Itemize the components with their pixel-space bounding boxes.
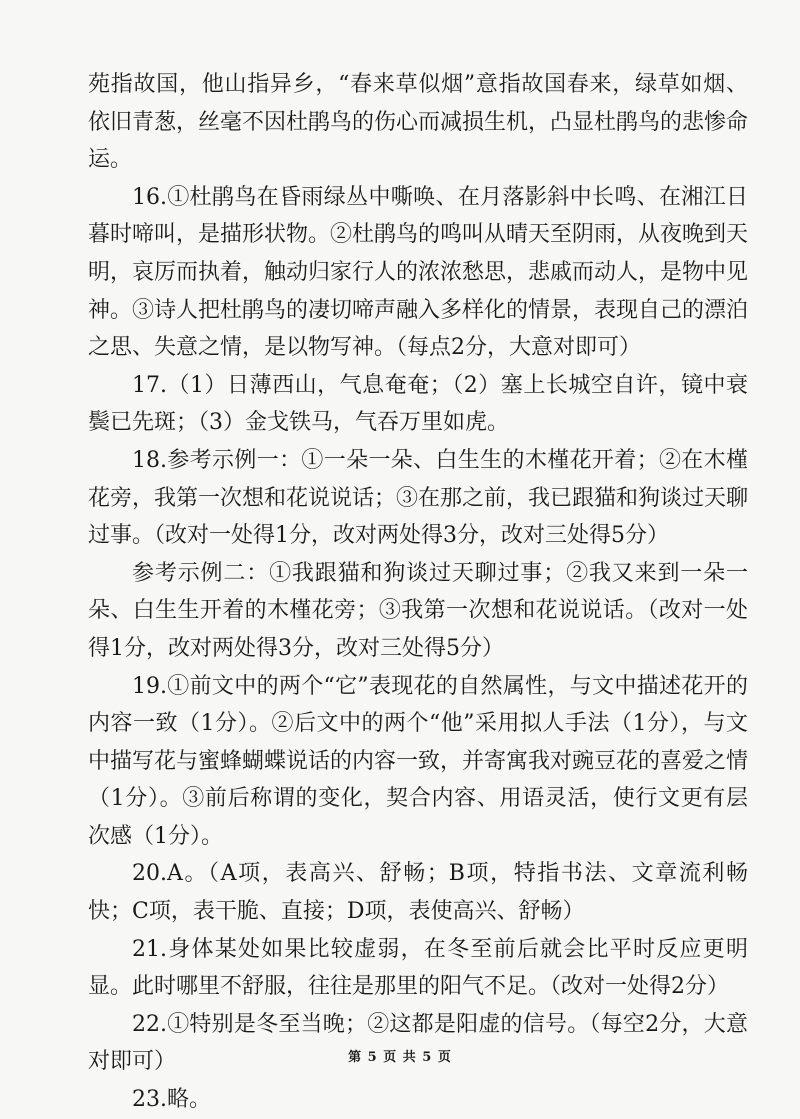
answer-17: 17.（1）日薄西山，气息奄奄；（2）塞上长城空自许，镜中衰鬓已先斑；（3）金戈铁马，气吞万里如虎。 [88, 372, 748, 436]
page-number-footer: 第 5 页 共 5 页 [348, 1050, 452, 1065]
answer-18-example-1: 18.参考示例一：①一朵一朵、白生生的木槿花开着；②在木槿花旁，我第一次想和花说说话；③在那之前，我已跟猫和狗谈过天聊过事。（改对一处得1分，改对两处得3分，改对三处得5分） [88, 447, 749, 549]
answer-21: 21.身体某处如果比较虚弱，在冬至前后就会比平时反应更明显。此时哪里不舒服，往往是那里的阳气不足。（改对一处得2分） [88, 936, 748, 1000]
answer-20: 20.A。（A项，表高兴、舒畅；B项，特指书法、文章流利畅快；C项，表干脆、直接；D项，表使高兴、舒畅） [88, 861, 748, 925]
answer-16: 16.①杜鹃鸟在昏雨绿丛中嘶唤、在月落影斜中长鸣、在湘江日暮时啼叫，是描形状物。②杜鹃鸟的鸣叫从晴天至阴雨，从夜晚到天明，哀厉而执着，触动归家行人的浓浓愁思，悲戚而动人，是物中见神。③诗人把杜鹃鸟的凄切啼声融入多样化的情景，表现自己的漂泊之思、失意之情，是以物写神。（每点2分，大意对即可） [88, 184, 749, 361]
answer-22: 22.①特别是冬至当晚；②这都是阳虚的信号。（每空2分，大意对即可） [88, 1011, 748, 1075]
paragraph-15-continued: 苑指故国，他山指异乡，“春来草似烟”意指故国春来，绿草如烟、依旧青葱，丝毫不因杜鹃鸟的伤心而减损生机，凸显杜鹃鸟的悲惨命运。 [88, 72, 749, 173]
answer-23: 23.略。 [132, 1087, 211, 1113]
answer-19: 19.①前文中的两个“它”表现花的自然属性，与文中描述花开的内容一致（1分）。②后文中的两个“他”采用拟人手法（1分），与文中描写花与蜜蜂蝴蝶说话的内容一致，并寄寓我对豌豆花的喜爱之情（1分）。③前后称谓的变化，契合内容、用语灵活，使行文更有层次感（1分）。 [88, 673, 749, 849]
answer-document [88, 66, 748, 1119]
answer-18-example-2: 参考示例二：①我跟猫和狗谈过天聊过事；②我又来到一朵一朵、白生生开着的木槿花旁；③我第一次想和花说说话。（改对一处得1分，改对两处得3分，改对三处得5分） [88, 560, 748, 661]
